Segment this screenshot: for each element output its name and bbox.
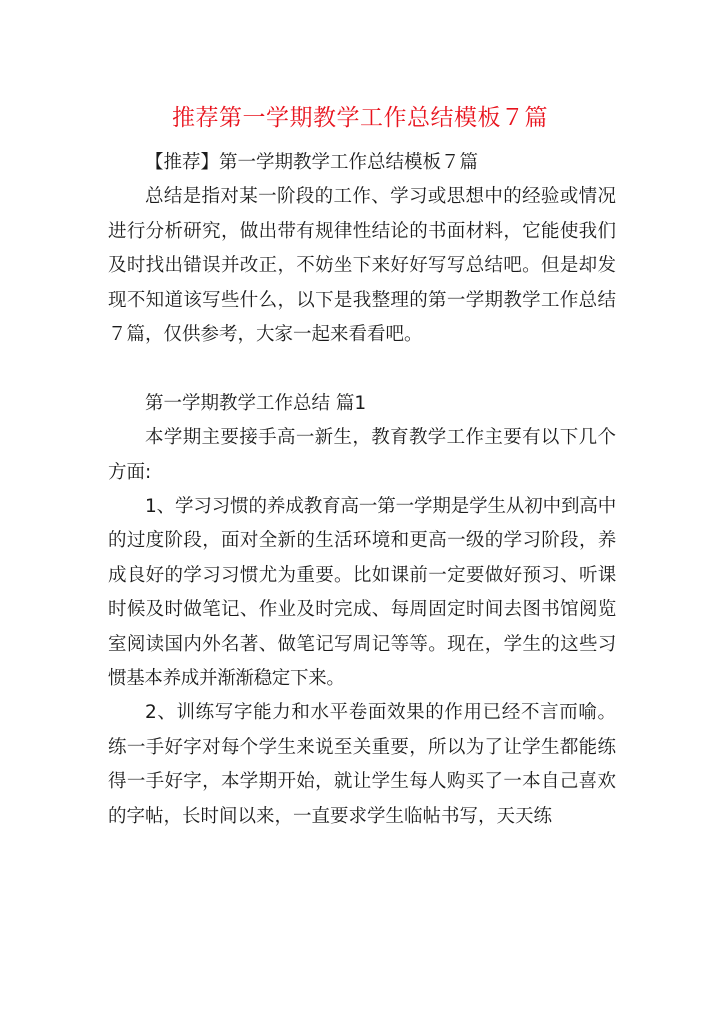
document-body (108, 146, 616, 834)
section-heading: 第一学期教学工作总结 篇1 (145, 392, 367, 414)
blank-line (108, 352, 616, 386)
intro-paragraph: 总结是指对某一阶段的工作、学习或思想中的经验或情况进行分析研究，做出带有规律性结论的书面材料，它能使我们及时找出错误并改正，不妨坐下来好好写写总结吧。但是却发现不知道该写些什么，以下是我整理的第一学期教学工作总结７篇，仅供参考，大家一起来看看吧。 (108, 186, 616, 346)
body-paragraph: 本学期主要接手高一新生，教育教学工作主要有以下几个方面: (108, 427, 616, 483)
body-paragraph: 2、训练写字能力和水平卷面效果的作用已经不言而喻。练一手好字对每个学生来说至关重要，所以为了让学生都能练得一手好字，本学期开始，就让学生每人购买了一本自己喜欢的字帖，长时间以来，一直要求学生临帖书写，天天练 (108, 702, 616, 827)
subtitle-paragraph: 【推荐】第一学期教学工作总结模板７篇 (145, 152, 479, 173)
document-title: 推荐第一学期教学工作总结模板７篇 (172, 105, 548, 131)
body-paragraph: 1、学习习惯的养成教育高一第一学期是学生从初中到高中的过度阶段，面对全新的生活环境和更高一级的学习阶段，养成良好的学习习惯尤为重要。比如课前一定要做好预习、听课时候及时做笔记、作业及时完成、每周固定时间去图书馆阅览室阅读国内外名著、做笔记写周记等等。现在，学生的这些习惯基本养成并渐渐稳定下来。 (108, 496, 616, 690)
